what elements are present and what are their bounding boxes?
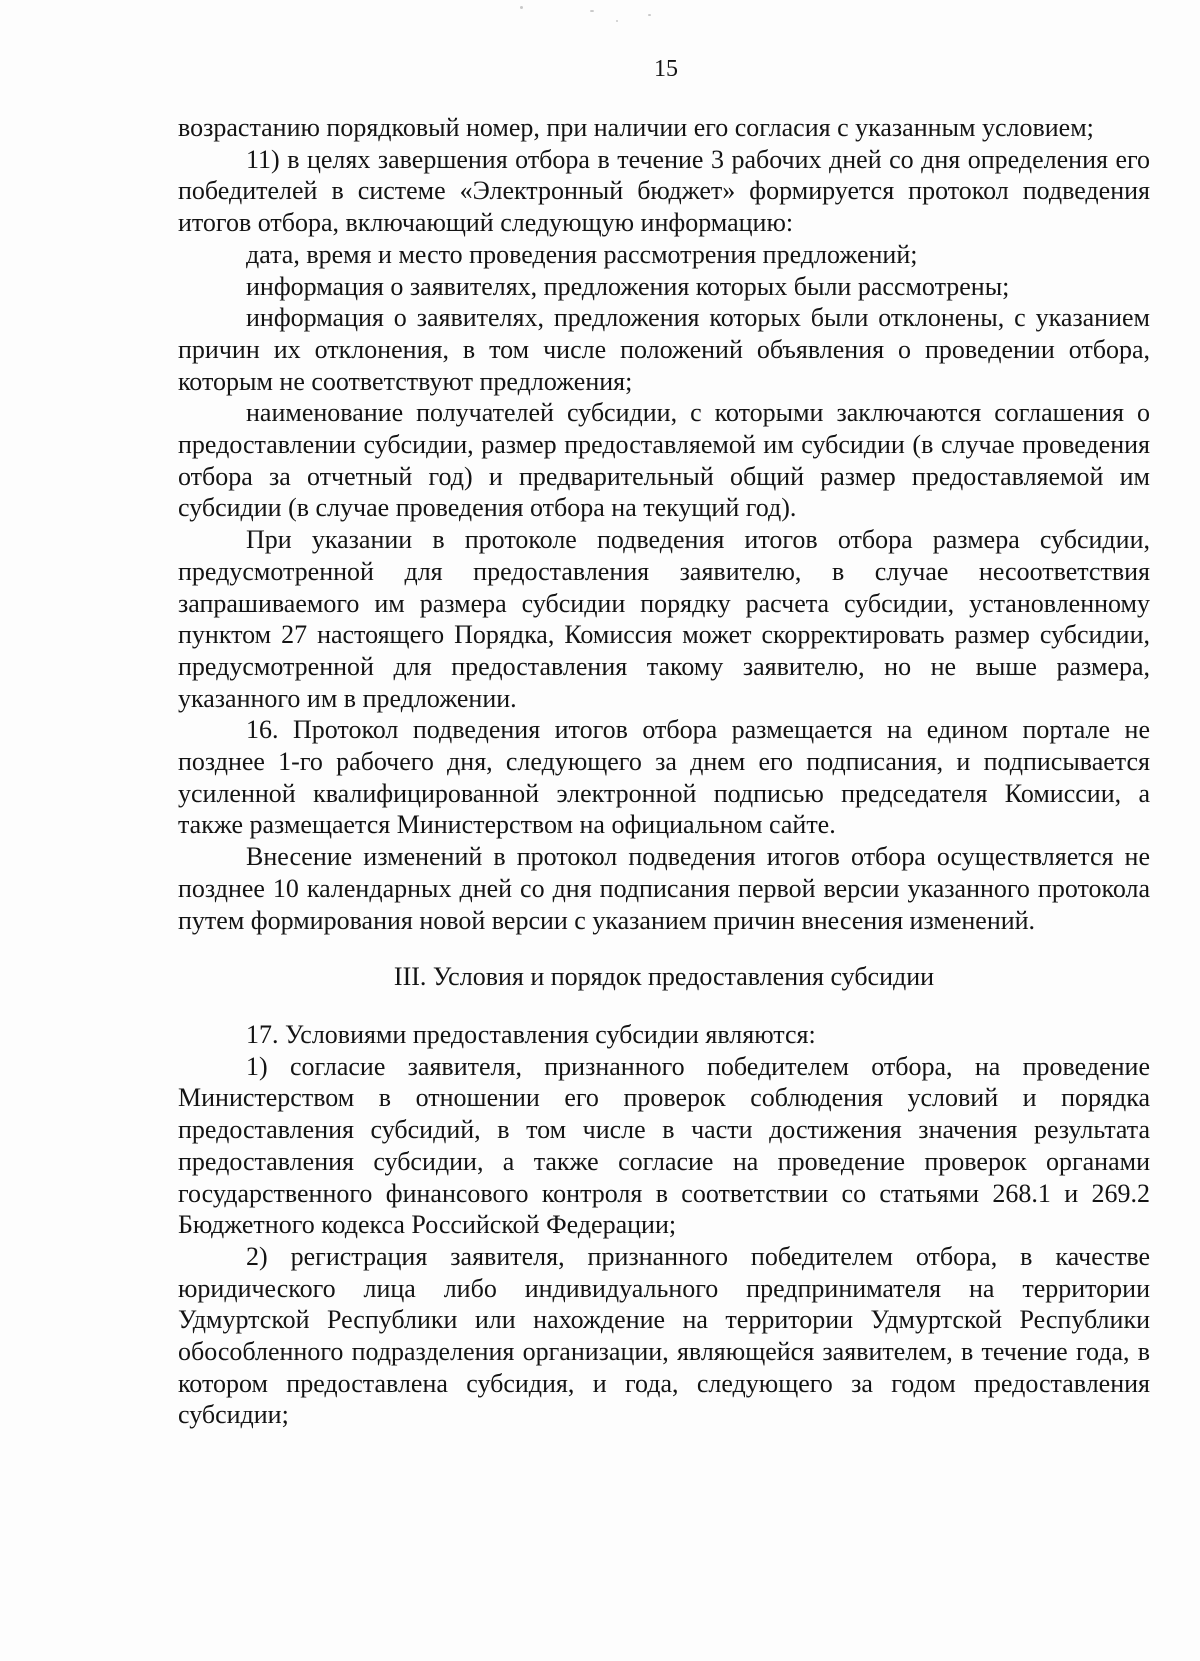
page-number: 15 <box>654 56 678 82</box>
scan-speck <box>616 20 618 22</box>
paragraph: Внесение изменений в протокол подведения итогов отбора осуществляется не позднее 10 календарных дней со дня подписания первой версии указанного протокола путем формирования новой версии с указанием причин внесения изменений. <box>178 842 1150 935</box>
document-body <box>178 112 1150 1431</box>
scan-speck <box>648 14 651 16</box>
paragraph: 16. Протокол подведения итогов отбора размещается на едином портале не позднее 1-го рабочего дня, следующего за днем его подписания, и подписывается усиленной квалифицированной электронной подписью председателя Комиссии, а также размещается Министерством на официальном сайте. <box>178 715 1150 840</box>
paragraph: 11) в целях завершения отбора в течение 3 рабочих дней со дня определения его победителей в системе «Электронный бюджет» формируется протокол подведения итогов отбора, включающий следующую информацию: <box>178 144 1150 238</box>
paragraph: 17. Условиями предоставления субсидии являются: <box>246 1019 816 1049</box>
section-heading: III. Условия и порядок предоставления субсидии <box>393 962 935 992</box>
paragraph: 2) регистрация заявителя, признанного победителем отбора, в качестве юридического лица либо индивидуального предпринимателя на территории Удмуртской Республики или нахождение на территории Удмуртской Республики обособленного подразделения организации, являющейся заявителем, в течение года, в котором предоставлена субсидия, и года, следующего за годом предоставления субсидии; <box>178 1241 1150 1430</box>
scan-speck <box>590 10 594 12</box>
paragraph: информация о заявителях, предложения которых были отклонены, с указанием причин их отклонения, в том числе положений объявления о проведении отбора, которым не соответствуют предложения; <box>178 303 1150 396</box>
paragraph: возрастанию порядковый номер, при наличии его согласия с указанным условием; <box>178 113 1094 142</box>
paragraph: информация о заявителях, предложения которых были рассмотрены; <box>246 271 1010 301</box>
paragraph: 1) согласие заявителя, признанного победителем отбора, на проведение Министерством в отношении его проверок соблюдения условий и порядка предоставления субсидий, в том числе в части достижения значения результата предоставления субсидии, а также согласие на проведение проверок органами государственного финансового контроля в соответствии со статьями 268.1 и 269.2 Бюджетного кодекса Российской Федерации; <box>178 1051 1150 1240</box>
paragraph: дата, время и место проведения рассмотрения предложений; <box>246 239 918 269</box>
scan-speck <box>520 6 523 9</box>
paragraph: наименование получателей субсидии, с которыми заключаются соглашения о предоставлении субсидии, размер предоставляемой им субсидии (в случае проведения отбора за отчетный год) и предварительный общий размер предоставляемой им субсидии (в случае проведения отбора на текущий год). <box>178 398 1150 523</box>
paragraph: При указании в протоколе подведения итогов отбора размера субсидии, предусмотренной для предоставления заявителю, в случае несоответствия запрашиваемого им размера субсидии порядку расчета субсидии, установленному пунктом 27 настоящего Порядка, Комиссия может скорректировать размер субсидии, предусмотренной для предоставления такому заявителю, но не выше размера, указанного им в предложении. <box>178 525 1150 713</box>
